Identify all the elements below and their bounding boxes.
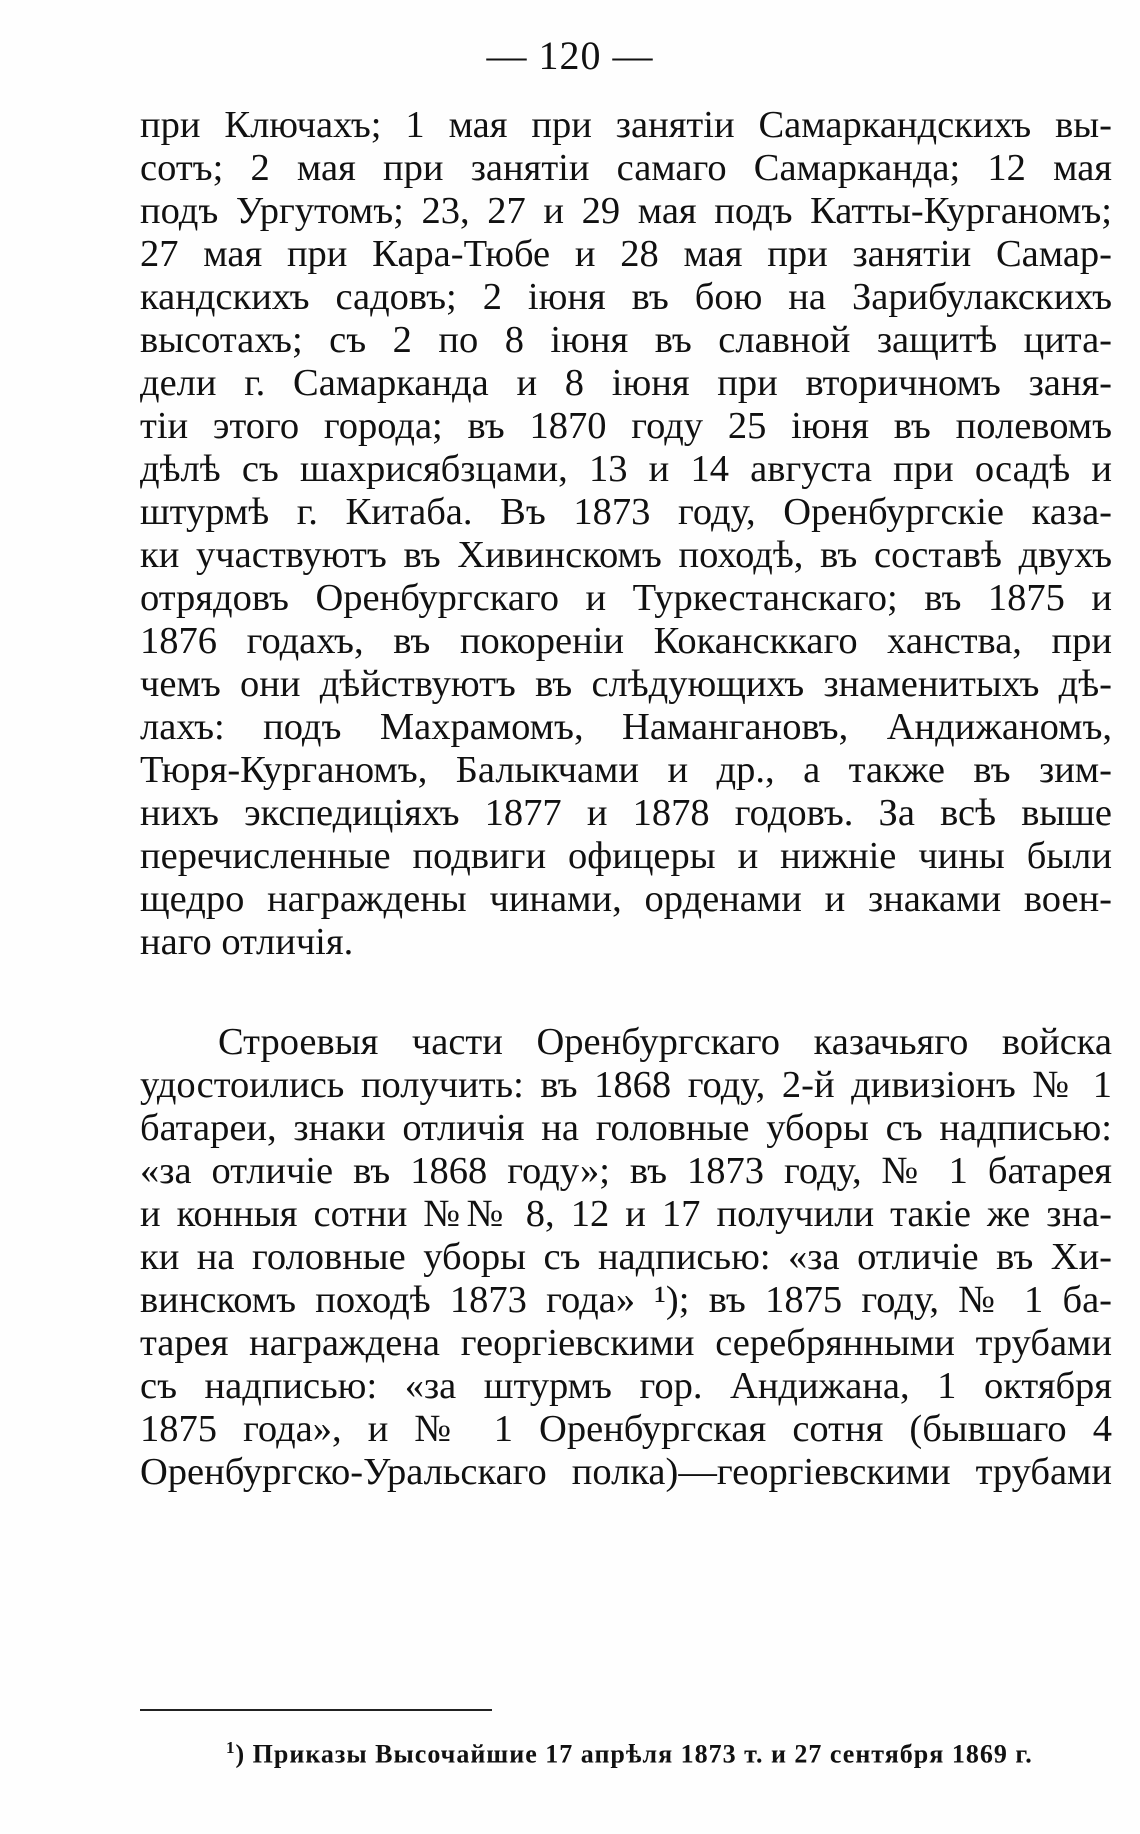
text-line: дѣлѣ съ шахрисябзцами, 13 и 14 августа при осадѣ и [140, 448, 1112, 490]
text-line: чемъ они дѣйствуютъ въ слѣдующихъ знаменитыхъ дѣ- [140, 663, 1112, 705]
footnote [226, 1738, 1106, 1770]
text-line: удостоились получить: въ 1868 году, 2-й дивизіонъ № 1 [140, 1064, 1112, 1106]
text-line: наго отличія. [140, 921, 354, 963]
text-line: ки участвуютъ въ Хивинскомъ походѣ, въ составѣ двухъ [140, 534, 1112, 576]
text-line: 1875 года», и № 1 Оренбургская сотня (бывшаго 4 [140, 1408, 1112, 1450]
text-line: при Ключахъ; 1 мая при занятіи Самаркандскихъ вы- [140, 104, 1112, 146]
text-line: тіи этого города; въ 1870 году 25 іюня въ полевомъ [140, 405, 1112, 447]
footnote-text: ) Приказы Высочайшие 17 апрѣля 1873 т. и 27 сентября 1869 г. [235, 1739, 1033, 1769]
footnote-marker: 1 [226, 1738, 236, 1757]
text-line: нихъ экспедиціяхъ 1877 и 1878 годовъ. За всѣ выше [140, 792, 1112, 834]
text-line: винскомъ походѣ 1873 года» ¹); въ 1875 году, № 1 ба- [140, 1279, 1112, 1321]
footnote-divider [140, 1709, 492, 1711]
page-number: — 120 — [486, 33, 654, 78]
text-line: штурмѣ г. Китаба. Въ 1873 году, Оренбургскіе каза- [140, 491, 1112, 533]
text-line: кандскихъ садовъ; 2 іюня въ бою на Зарибулакскихъ [140, 276, 1112, 318]
text-line: ки на головные уборы съ надписью: «за отличіе въ Хи- [140, 1236, 1112, 1278]
text-line: сотъ; 2 мая при занятіи самаго Самарканда; 12 мая [140, 147, 1112, 189]
text-line: Оренбургско-Уральскаго полка)—георгіевскими трубами [140, 1451, 1112, 1493]
text-line: щедро награждены чинами, орденами и знаками воен- [140, 878, 1112, 920]
text-line: «за отличіе въ 1868 году»; въ 1873 году, № 1 батарея [140, 1150, 1112, 1192]
text-line: Тюря-Курганомъ, Балыкчами и др., а также въ зим- [140, 749, 1112, 791]
text-line: и конныя сотни №№ 8, 12 и 17 получили такіе же зна- [140, 1193, 1112, 1235]
text-line: перечисленные подвиги офицеры и нижніе чины были [140, 835, 1112, 877]
text-line: высотахъ; съ 2 по 8 іюня въ славной защитѣ цита- [140, 319, 1112, 361]
text-line: 27 мая при Кара-Тюбе и 28 мая при занятіи Самар- [140, 233, 1112, 275]
text-line: съ надписью: «за штурмъ гор. Андижана, 1 октября [140, 1365, 1112, 1407]
text-line: лахъ: подъ Махрамомъ, Намангановъ, Андижаномъ, [140, 706, 1112, 748]
text-line: 1876 годахъ, въ покореніи Кокансккаго ханства, при [140, 620, 1112, 662]
text-line: тарея награждена георгіевскими серебрянными трубами [140, 1322, 1112, 1364]
text-line: дели г. Самарканда и 8 іюня при вторичномъ заня- [140, 362, 1112, 404]
text-line: Строевыя части Оренбургскаго казачьяго войска [218, 1021, 1112, 1063]
text-line: подъ Ургутомъ; 23, 27 и 29 мая подъ Катты-Курганомъ; [140, 190, 1112, 232]
text-line: отрядовъ Оренбургскаго и Туркестанскаго; въ 1875 и [140, 577, 1112, 619]
text-line: батареи, знаки отличія на головные уборы съ надписью: [140, 1107, 1112, 1149]
